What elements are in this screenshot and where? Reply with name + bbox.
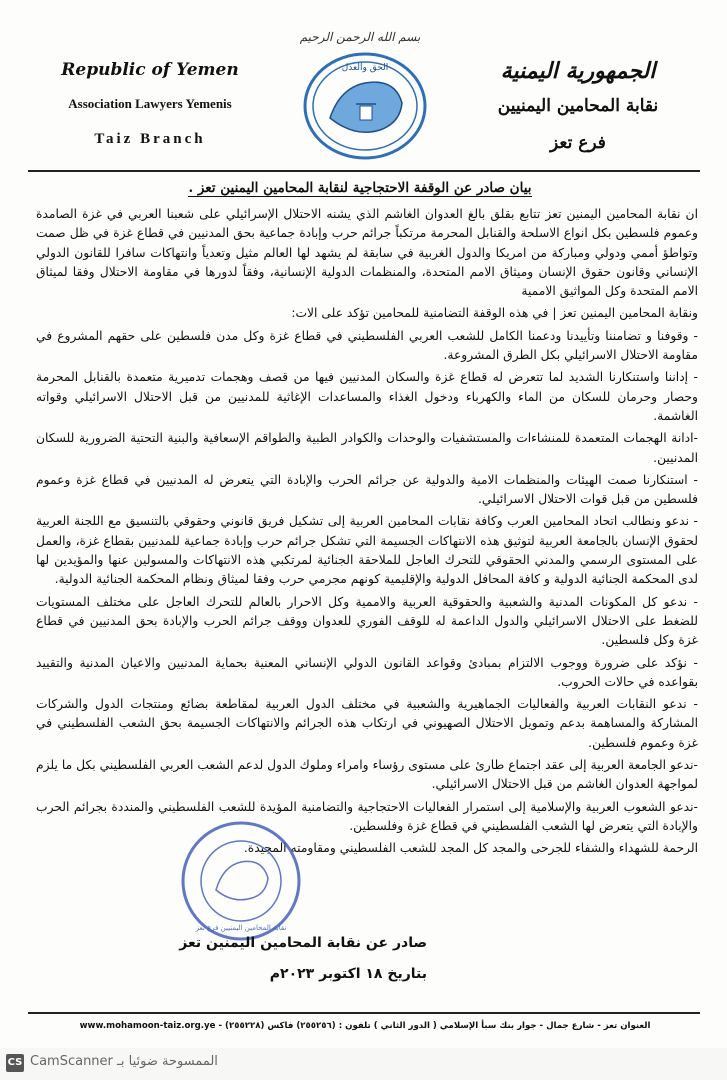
official-stamp xyxy=(178,818,304,944)
paragraph: ان نقابة المحامين اليمنين تعز تتابع بقلق بالغ العدوان الغاشم الذي يشنه الاحتلال الإسرائيلي على شعبنا العربي في غزة الصامدة وعموم فلسطين بكل انواع الاسلحة والقنابل المحرمة مرتكباً جرائم حرب وإبادة جماعية بحق المدنيين في قطاع غزة في ظل صمت وتواطؤ أممي ودولي ومباركة من امريكا والدول الغربية في سابقة لم يشهد لها العالم مثيل وتعدياً وانتهاكات سافرا للقانون الدولي الإنساني وقانون حقوق الإنسان وميثاق الامم المتحدة، والمنظمات الدولية الإنسانية، وفقاً لدورها في مقاومة الاحتلال وفقا لميثاق الامم المتحدة وكل المواثيق الاممية xyxy=(36,207,698,299)
english-branch-name: Taiz Branch xyxy=(94,131,206,147)
paragraph: -ندعو الشعوب العربية والإسلامية إلى استمرار الفعاليات الاحتجاجية والتضامنية المؤيدة للشعب الفلسطيني والمنددة بجرائم الحرب والإبادة التي يتعرض لها الشعب الفلسطيني في قطاع غزة وفلسطين. xyxy=(36,799,698,833)
paragraph: -ادانة الهجمات المتعمدة للمنشاءات والمستشفيات والوحدات والكوادر الطبية والطواقم الإسعافية والبنية التحتية الضرورية للسكان المدنيين. xyxy=(36,431,698,465)
scanner-brand: CamScanner xyxy=(30,1054,113,1069)
header-divider xyxy=(28,170,700,172)
paragraph: - ندعو النقابات العربية والفعاليات الجماهيرية والشعبية في مختلف الدول العربية لمقاطعة بضائع ومنتجات الدول والشركات المشاركة والمساهمة بدعم وتمويل الاحتلال الصهيوني في ارتكاب هذه الجرائم والانتهاكات الجسيمة بحق الشعب الفلسطيني في غزة وعموم فلسطين. xyxy=(36,697,698,750)
footer-address: العنوان تعز - شارع جمال - جوار بنك سبأ الإسلامي ( الدور الثاني ) تلفون : (٢٥٥٢٥٦) فاكس (٢٥٥٢٢٨) - xyxy=(218,1021,651,1031)
footer-address-line xyxy=(40,1021,690,1031)
english-country-name: Republic of Yemen xyxy=(61,60,239,80)
association-logo xyxy=(300,48,430,163)
scanner-caption: الممسوحة ضوئيا بـ xyxy=(117,1054,218,1069)
logo-motto: الحق والعدل xyxy=(341,63,389,73)
issue-date: بتاريخ ١٨ اكتوبر ٢٠٢٣م xyxy=(269,966,427,982)
paragraph: - نؤكد على ضرورة ووجوب الالتزام بمبادئ وقواعد القانون الدولي الإنساني المعنية بحماية المدنيين والاعيان المدنية والتقييد بقواعده في حالات الحروب. xyxy=(36,655,698,689)
statement-title: بيان صادر عن الوقفة الاحتجاجية لنقابة المحامين اليمنين تعز . xyxy=(188,180,532,196)
paragraph: - استنكارنا صمت الهيئات والمنظمات الامية والدولية عن جرائم الحرب والإبادة التي يتعرض له المدنيين في قطاع غزة وعموم فلسطين من قبل قوات الاحتلال الاسرائيلي. xyxy=(36,472,698,507)
footer-divider xyxy=(28,1012,700,1014)
paragraph: ونقابة المحامين اليمنين تعز | في هذه الوقفة التضامنية للمحامين تؤكد على الات: xyxy=(291,306,698,321)
scanner-watermark xyxy=(30,1054,218,1069)
arabic-association-name: نقابة المحامين اليمنيين xyxy=(497,96,659,116)
footer-website: www.mohamoon-taiz.org.ye xyxy=(79,1021,216,1031)
arabic-branch-name: فرع تعز xyxy=(550,133,606,153)
paragraph: -ندعو الجامعة العربية إلى عقد اجتماع طارئ على مستوى رؤساء وامراء وملوك الدول لدعم الشعب العربي الفلسطيني بكل ما يلزم لمواجهة العدوان الغاشم من قبل الاحتلال الاسرائيلي. xyxy=(36,758,698,792)
paragraph: - ندعو كل المكونات المدنية والشعبية والحقوقية العربية والاممية وكل الاحرار بالعالم للتحرك العاجل على مختلف المستويات للضغط على الاحتلال الاسرائيلي والدول الداعمة له للوقف الفوري للعدوان ووقف جرائم الحرب والإبادة بحق المدنيين في قطاع غزة وكل فلسطين. xyxy=(36,594,698,648)
stamp-text: نقابة المحامين اليمنيين فرع تعز xyxy=(195,924,287,932)
basmala: بسم الله الرحمن الرحيم xyxy=(299,30,421,44)
paragraph: - إداننا واستنكارنا الشديد لما تتعرض له قطاع غزة والسكان المدنيين فيها من قصف وهجمات تدميرية متعمدة بالقنابل المحرمة وحصار وحرمان للسكان من الماء والكهرباء ودخول الغذاء والمساعدات الإغاثية للمدنيين من قبل الاحتلال الاسرائيلي وقواته الغاشمة. xyxy=(36,370,698,423)
camscanner-logo-icon: CS xyxy=(6,1054,24,1072)
statement-body xyxy=(36,205,698,862)
english-association-name: Association Lawyers Yemenis xyxy=(68,96,232,111)
paragraph: الرحمة للشهداء والشفاء للجرحى والمجد كل المجد للشعب الفلسطيني ومقاومته المجيدة. xyxy=(243,841,698,856)
issuer-signature: صادر عن نقابة المحامين اليمنين تعز xyxy=(179,935,427,951)
paragraph: - ندعو ونطالب اتحاد المحامين العرب وكافة نقابات المحامين العربية إلى تشكيل فريق قانوني وحقوقي بالتنسيق مع اللجنة العربية لحقوق الإنسان بالجامعة العربية لتوثيق هذه الانتهاكات الجسيمة التي تشكل جرائم حرب وإبادة جماعية للمدنيين بقطاع غزة، والعمل على المستوى الرسمي والمدني الحقوقي للتحرك العاجل للملاحقة الجنائية لمرتكبي هذه الانتهاكات والمسولين عنها والمؤيدين لها لدى المحكمة الجنائية الدولية و كافة المحافل الدولية والإقليمية كونهم مجرمي حرب وفقا لميثاق ونظام المحكمة الجنائية الدولية. xyxy=(36,514,698,587)
arabic-country-name: الجمهورية اليمنية xyxy=(500,58,656,84)
paragraph: - وقوفنا و تضامننا وتأييدنا ودعمنا الكامل للشعب العربي الفلسطيني في قطاع غزة وكل مدن فلسطين على حقهم المشروع في مقاومة الاحتلال الاسرائيلي بكل الطرق المشروعة. xyxy=(36,328,698,363)
